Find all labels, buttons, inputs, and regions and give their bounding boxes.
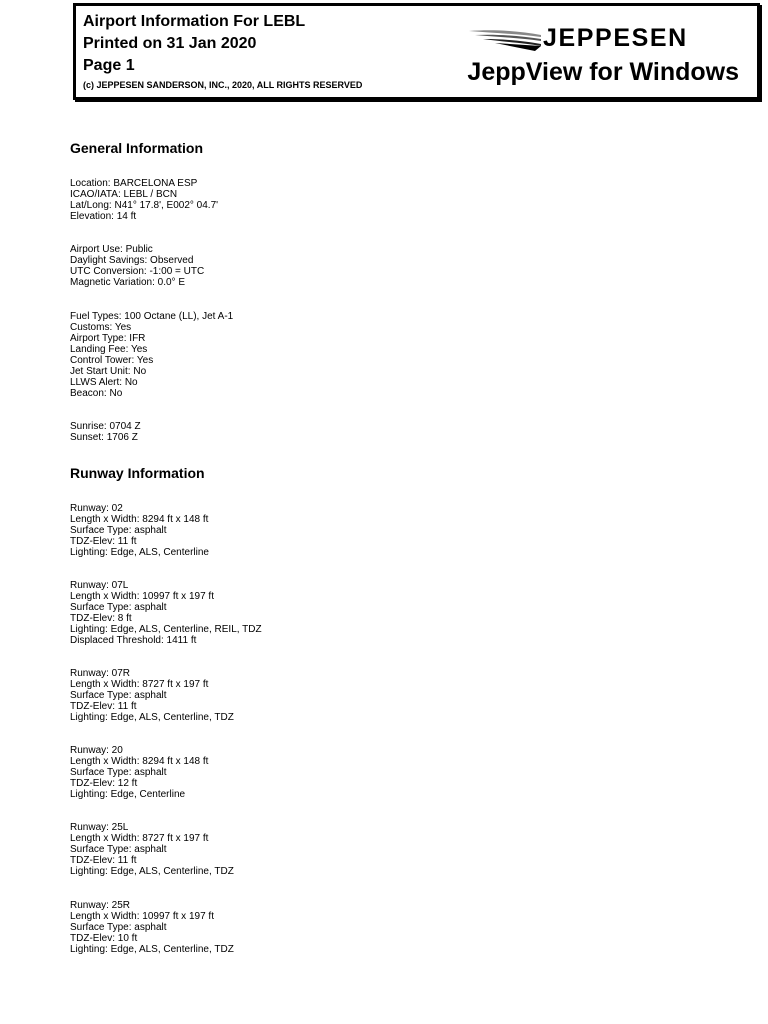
runway-id-line: Runway: 20 <box>70 745 123 756</box>
sun-times-block <box>70 421 141 443</box>
utc-conversion-line: UTC Conversion: -1:00 = UTC <box>70 266 205 277</box>
runway-lighting-line: Lighting: Edge, ALS, Centerline, TDZ <box>70 712 234 723</box>
customs-line: Customs: Yes <box>70 322 132 333</box>
fuel-types-line: Fuel Types: 100 Octane (LL), Jet A-1 <box>70 311 234 322</box>
runway-25r-block <box>70 900 234 955</box>
runway-tdz-elev-line: TDZ-Elev: 10 ft <box>70 933 138 944</box>
runway-07l-block <box>70 580 262 646</box>
runway-lighting-line: Lighting: Edge, Centerline <box>70 789 186 800</box>
document-title: Airport Information For LEBL <box>83 13 306 30</box>
runway-dimensions-line: Length x Width: 8727 ft x 197 ft <box>70 679 209 690</box>
sunset-line: Sunset: 1706 Z <box>70 432 138 443</box>
page-number: Page 1 <box>83 57 135 74</box>
runway-lighting-line: Lighting: Edge, ALS, Centerline <box>70 547 209 558</box>
runway-20-block <box>70 745 208 800</box>
runway-surface-line: Surface Type: asphalt <box>70 767 167 778</box>
general-information-heading: General Information <box>70 140 204 156</box>
jeppesen-logo <box>469 26 749 56</box>
runway-dimensions-line: Length x Width: 8727 ft x 197 ft <box>70 833 209 844</box>
location-block <box>70 178 218 222</box>
runway-dimensions-line: Length x Width: 8294 ft x 148 ft <box>70 514 209 525</box>
beacon-line: Beacon: No <box>70 388 123 399</box>
copyright-notice: (c) JEPPESEN SANDERSON, INC., 2020, ALL RIGHTS RESERVED <box>83 80 363 90</box>
runway-surface-line: Surface Type: asphalt <box>70 525 167 536</box>
lat-long-line: Lat/Long: N41° 17.8', E002° 04.7' <box>70 200 219 211</box>
magnetic-variation-line: Magnetic Variation: 0.0° E <box>70 277 185 288</box>
document-header <box>73 3 760 100</box>
runway-surface-line: Surface Type: asphalt <box>70 602 167 613</box>
runway-displaced-threshold-line: Displaced Threshold: 1411 ft <box>70 635 197 646</box>
runway-id-line: Runway: 25R <box>70 900 131 911</box>
runway-id-line: Runway: 07R <box>70 668 131 679</box>
product-name: JeppView for Windows <box>467 58 739 86</box>
runway-lighting-line: Lighting: Edge, ALS, Centerline, TDZ <box>70 944 234 955</box>
sunrise-line: Sunrise: 0704 Z <box>70 421 141 432</box>
logo-wordmark: JEPPESEN <box>543 24 688 52</box>
runway-tdz-elev-line: TDZ-Elev: 11 ft <box>70 701 137 712</box>
runway-tdz-elev-line: TDZ-Elev: 12 ft <box>70 778 138 789</box>
runway-07r-block <box>70 668 234 723</box>
header-info <box>83 11 362 92</box>
runway-02-block <box>70 503 209 558</box>
airport-use-line: Airport Use: Public <box>70 244 153 255</box>
runway-tdz-elev-line: TDZ-Elev: 8 ft <box>70 613 132 624</box>
runway-lighting-line: Lighting: Edge, ALS, Centerline, TDZ <box>70 866 234 877</box>
airport-type-line: Airport Type: IFR <box>70 333 146 344</box>
icao-iata-line: ICAO/IATA: LEBL / BCN <box>70 189 178 200</box>
printed-date: Printed on 31 Jan 2020 <box>83 35 257 52</box>
airport-use-block <box>70 244 204 288</box>
location-line: Location: BARCELONA ESP <box>70 178 198 189</box>
runway-dimensions-line: Length x Width: 10997 ft x 197 ft <box>70 591 214 602</box>
runway-lighting-line: Lighting: Edge, ALS, Centerline, REIL, TDZ <box>70 624 262 635</box>
runway-25l-block <box>70 822 234 877</box>
jet-start-unit-line: Jet Start Unit: No <box>70 366 147 377</box>
runway-surface-line: Surface Type: asphalt <box>70 922 167 933</box>
swoosh-icon <box>469 26 541 52</box>
runway-id-line: Runway: 07L <box>70 580 129 591</box>
runway-surface-line: Surface Type: asphalt <box>70 690 167 701</box>
landing-fee-line: Landing Fee: Yes <box>70 344 148 355</box>
runway-tdz-elev-line: TDZ-Elev: 11 ft <box>70 536 137 547</box>
services-block <box>70 311 233 399</box>
elevation-line: Elevation: 14 ft <box>70 211 137 222</box>
runway-tdz-elev-line: TDZ-Elev: 11 ft <box>70 855 137 866</box>
runway-dimensions-line: Length x Width: 8294 ft x 148 ft <box>70 756 209 767</box>
runway-id-line: Runway: 02 <box>70 503 123 514</box>
llws-alert-line: LLWS Alert: No <box>70 377 138 388</box>
daylight-savings-line: Daylight Savings: Observed <box>70 255 194 266</box>
runway-dimensions-line: Length x Width: 10997 ft x 197 ft <box>70 911 214 922</box>
control-tower-line: Control Tower: Yes <box>70 355 154 366</box>
runway-information-heading: Runway Information <box>70 465 205 481</box>
runway-id-line: Runway: 25L <box>70 822 129 833</box>
runway-surface-line: Surface Type: asphalt <box>70 844 167 855</box>
